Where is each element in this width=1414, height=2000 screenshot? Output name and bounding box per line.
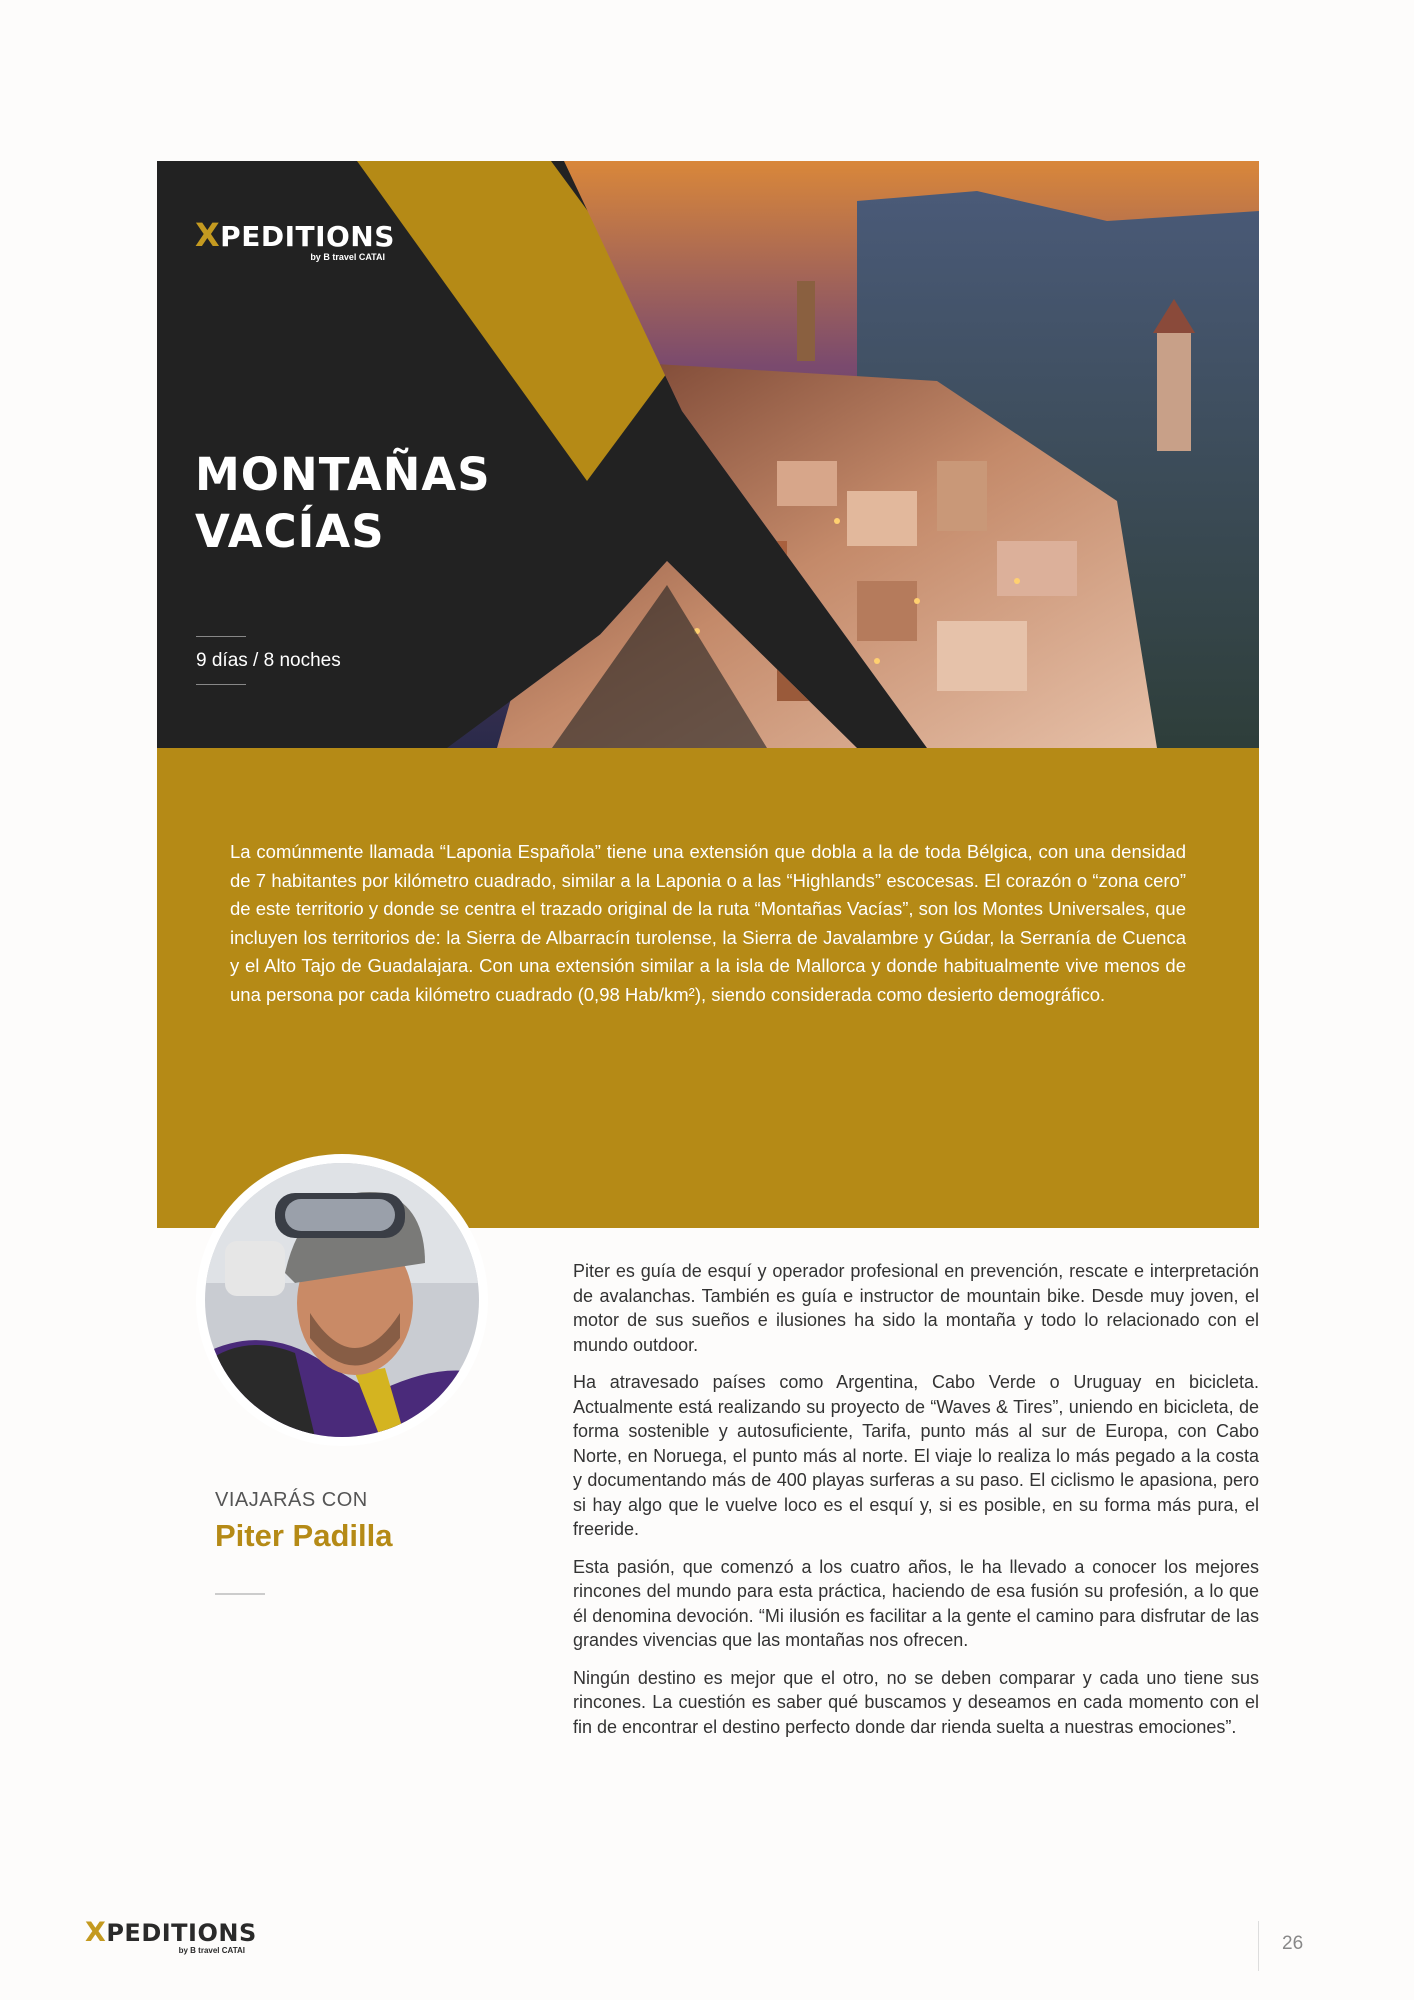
logo-wordmark: PEDITIONS <box>106 1919 257 1947</box>
page-number: 26 <box>1282 1933 1304 1954</box>
brand-logo <box>195 216 395 262</box>
guide-label: VIAJARÁS CON <box>215 1489 368 1511</box>
divider <box>196 684 246 685</box>
title-line-1: MONTAÑAS <box>195 448 491 501</box>
page-title <box>195 446 491 560</box>
logo-x-mark: X <box>195 216 221 254</box>
title-line-2: VACÍAS <box>195 505 385 558</box>
divider <box>215 1593 265 1595</box>
guide-bio <box>573 1259 1259 1752</box>
logo-x-mark: X <box>85 1917 107 1948</box>
footer-divider <box>1258 1921 1259 1971</box>
trip-duration: 9 días / 8 noches <box>196 650 341 671</box>
guide-photo <box>205 1163 479 1437</box>
logo-wordmark: PEDITIONS <box>220 220 395 253</box>
logo-subtitle: by B travel CATAI <box>310 252 385 262</box>
bio-paragraph: Esta pasión, que comenzó a los cuatro años, le ha llevado a conocer los mejores rincones del mundo para esta práctica, haciendo de esa fusión su profesión, a lo que él denomina devoción. “Mi ilusión es facilitar a la gente el camino para disfrutar de las grandes vivencias que las montañas nos ofrecen. <box>573 1556 1259 1650</box>
bio-paragraph: Ha atravesado países como Argentina, Cabo Verde o Uruguay en bicicleta. Actualmente está realizando su proyecto de “Waves & Tires”, uniendo en bicicleta, de forma sostenible y autosuficiente, Tarifa, punto más al sur de Europa, con Cabo Norte, en Noruega, el punto más al norte. El viaje lo realiza lo más pegado a la costa y documentando más de 400 playas surferas a su paso. El ciclismo le apasiona, pero si hay algo que le vuelve loco es el esquí y, si es posible, en su forma más pura, el freeride. <box>573 1372 1259 1539</box>
logo-subtitle: by B travel CATAI <box>178 1946 245 1955</box>
intro-text: La comúnmente llamada “Laponia Española” tiene una extensión que dobla a la de toda Bélgica, con una densidad de 7 habitantes por kilómetro cuadrado, similar a la Laponia o a las “Highlands” escocesas. El corazón o “zona cero” de este territorio y donde se centra el trazado original de la ruta “Montañas Vacías”, son los Montes Universales, que incluyen los territorios de: la Sierra de Albarracín turolense, la Sierra de Javalambre y Gúdar, la Serranía de Cuenca y el Alto Tajo de Guadalajara. Con una extensión similar a la isla de Mallorca y donde habitualmente vive menos de una persona por cada kilómetro cuadrado (0,98 Hab/km²), siendo considerada como desierto demográfico. <box>230 841 1186 1005</box>
footer-brand-logo <box>85 1917 257 1955</box>
divider <box>196 636 246 637</box>
guide-name: Piter Padilla <box>215 1518 393 1553</box>
bio-paragraph: Piter es guía de esquí y operador profesional en prevención, rescate e interpretación de avalanchas. También es guía e instructor de mountain bike. Desde muy joven, el motor de sus sueños e ilusiones ha sido la montaña y todo lo relacionado con el mundo outdoor. <box>573 1261 1259 1355</box>
bio-paragraph: Ningún destino es mejor que el otro, no se deben comparar y cada uno tiene sus rincones. La cuestión es saber qué buscamos y deseamos en cada momento con el fin de encontrar el destino perfecto donde dar rienda suelta a nuestras emociones”. <box>573 1667 1259 1737</box>
